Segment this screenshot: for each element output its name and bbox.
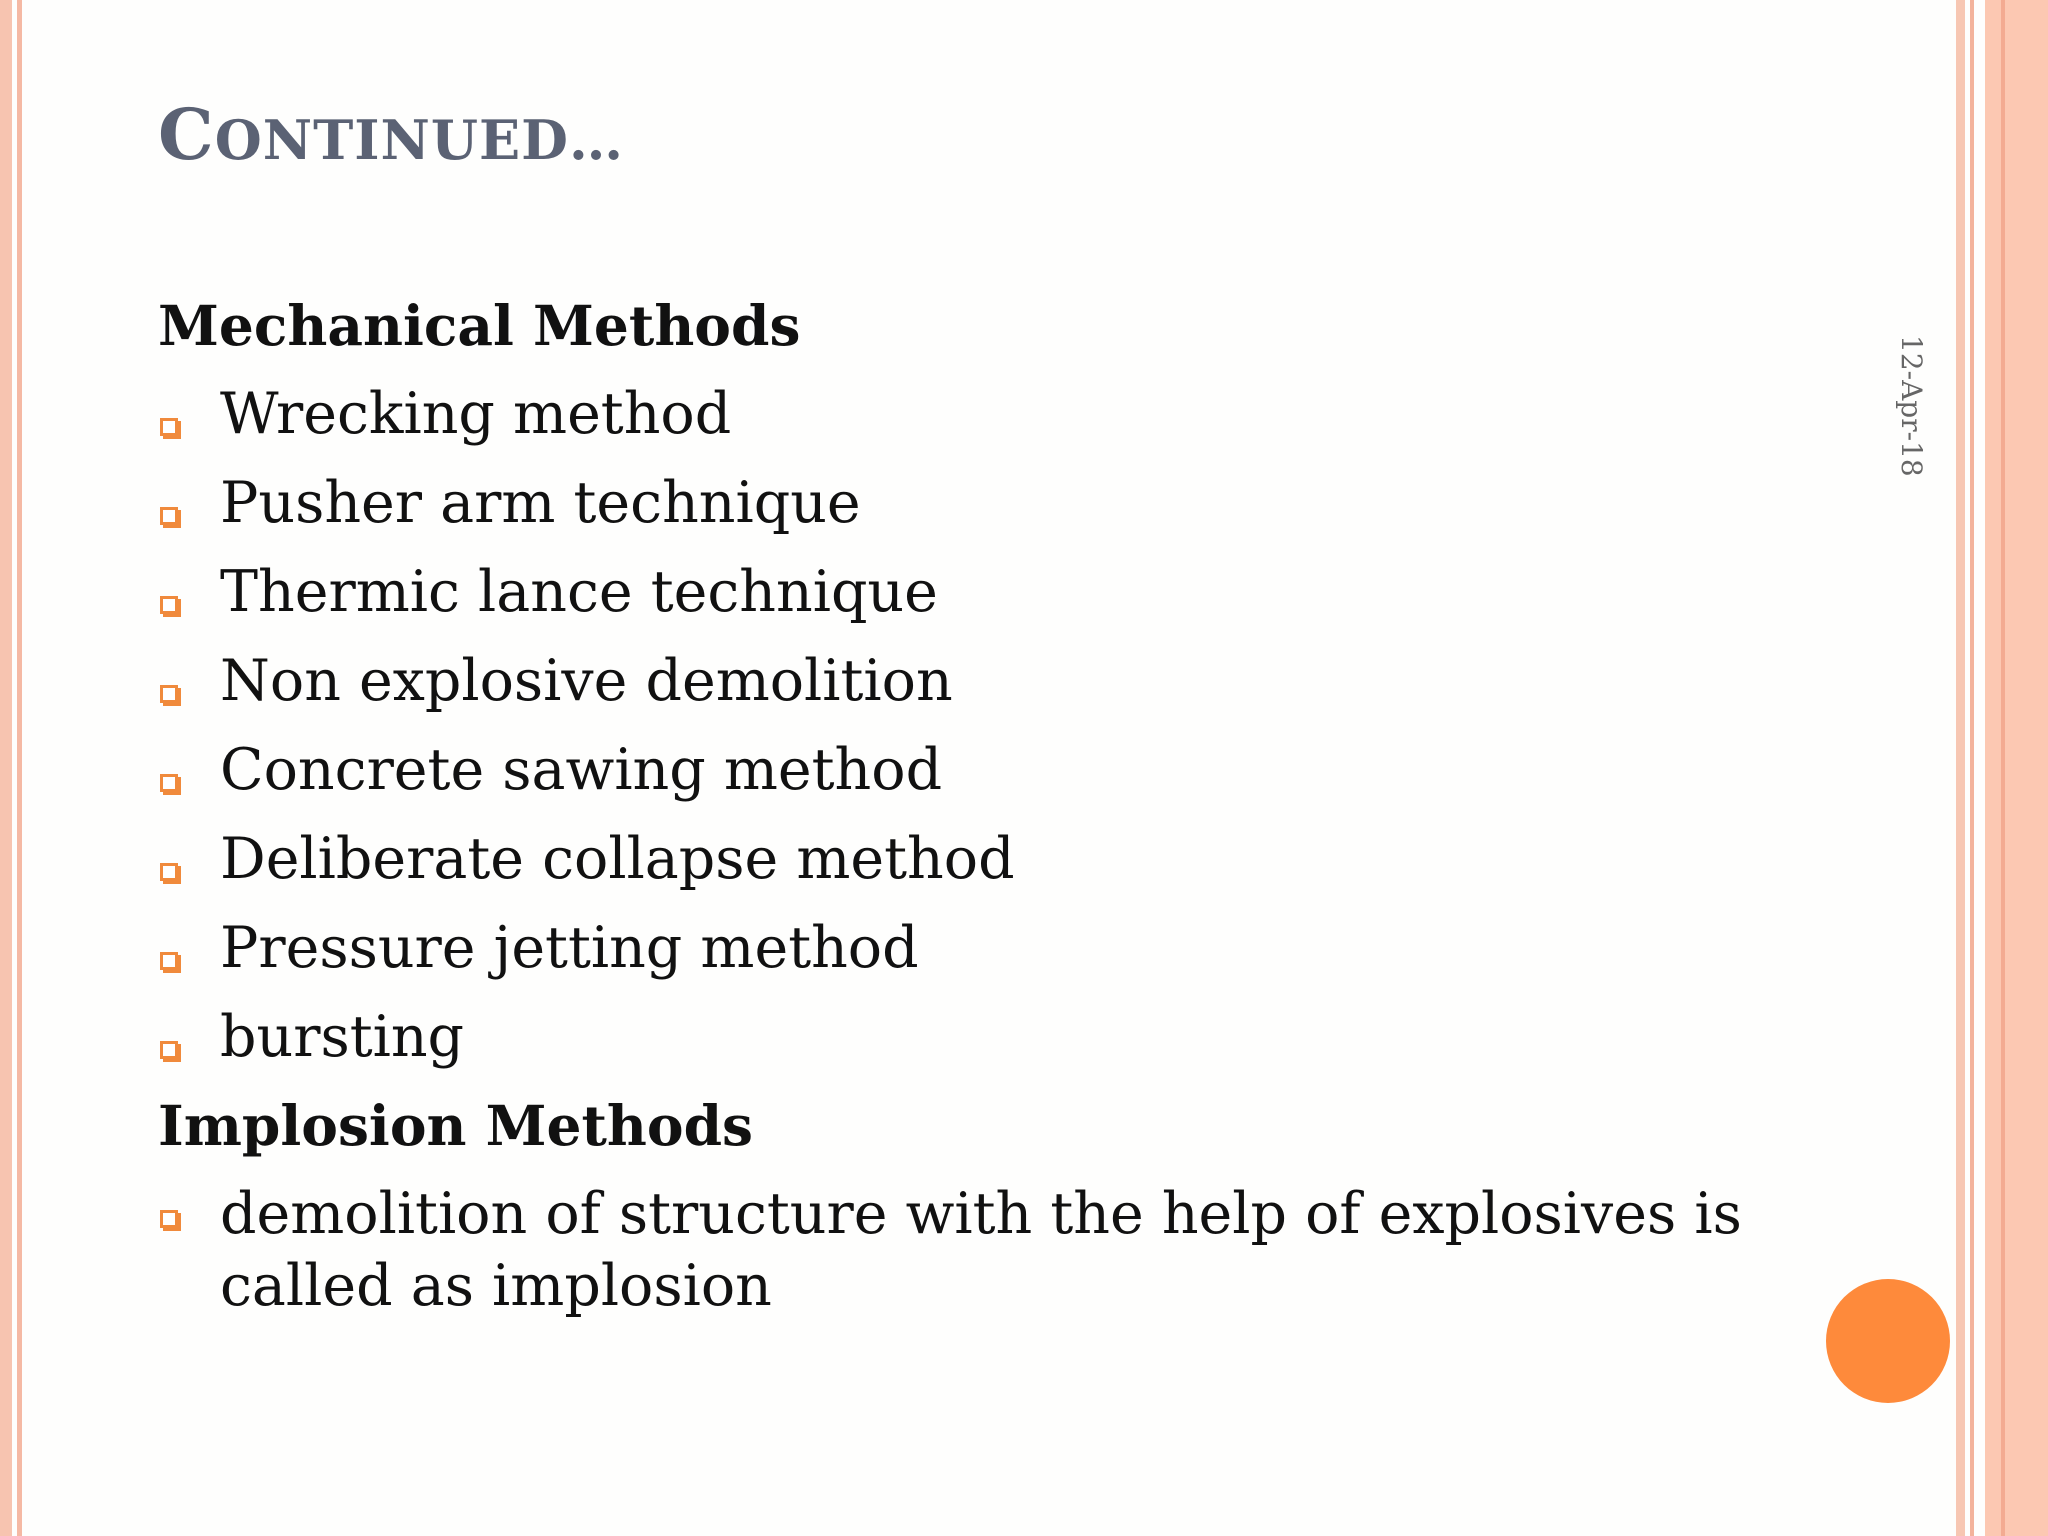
- slide-title: [158, 93, 624, 176]
- list-item: [158, 1170, 1878, 1322]
- right-border-band-line: [2001, 0, 2005, 1536]
- slide-title-initial: C: [158, 93, 215, 176]
- slide-date: 12-Apr-18: [1895, 335, 1928, 477]
- list-item-text: Pressure jetting method: [220, 915, 919, 981]
- right-border-band: [1985, 0, 2048, 1536]
- slide-content: [158, 282, 1878, 1322]
- list-item-text: Non explosive demolition: [220, 648, 953, 714]
- list-item-text: Wrecking method: [220, 381, 732, 447]
- bullet-square-icon: [160, 418, 178, 436]
- section-heading-mechanical: Mechanical Methods: [158, 293, 801, 358]
- bullet-square-icon: [160, 507, 178, 525]
- list-item-text: demolition of structure with the help of explosives is called as implosion: [220, 1181, 1742, 1319]
- list-item-text: Concrete sawing method: [220, 737, 943, 803]
- list-item-text: Deliberate collapse method: [220, 826, 1015, 892]
- slide-title-rest: ONTINUED…: [214, 108, 624, 172]
- left-border-line: [17, 0, 22, 1536]
- right-border-line: [1970, 0, 1974, 1536]
- list-item-text: Pusher arm technique: [220, 470, 861, 536]
- list-item: [158, 370, 1878, 459]
- bullet-square-icon: [160, 685, 178, 703]
- left-border-stripe: [0, 0, 12, 1536]
- decorative-circle: [1826, 1279, 1950, 1403]
- bullet-square-icon: [160, 774, 178, 792]
- bullet-square-icon: [160, 952, 178, 970]
- list-item: [158, 459, 1878, 548]
- implosion-methods-list: [158, 1170, 1878, 1322]
- list-item-text: bursting: [220, 1004, 465, 1070]
- mechanical-methods-list: [158, 370, 1878, 1082]
- list-item: [158, 993, 1878, 1082]
- list-item: [158, 548, 1878, 637]
- list-item-text: Thermic lance technique: [220, 559, 938, 625]
- bullet-square-icon: [160, 1041, 178, 1059]
- right-border-stripe: [1956, 0, 1965, 1536]
- list-item: [158, 726, 1878, 815]
- list-item: [158, 904, 1878, 993]
- list-item: [158, 815, 1878, 904]
- list-item: [158, 637, 1878, 726]
- bullet-square-icon: [160, 596, 178, 614]
- section-heading-implosion: Implosion Methods: [158, 1093, 754, 1158]
- bullet-square-icon: [160, 1210, 178, 1228]
- bullet-square-icon: [160, 863, 178, 881]
